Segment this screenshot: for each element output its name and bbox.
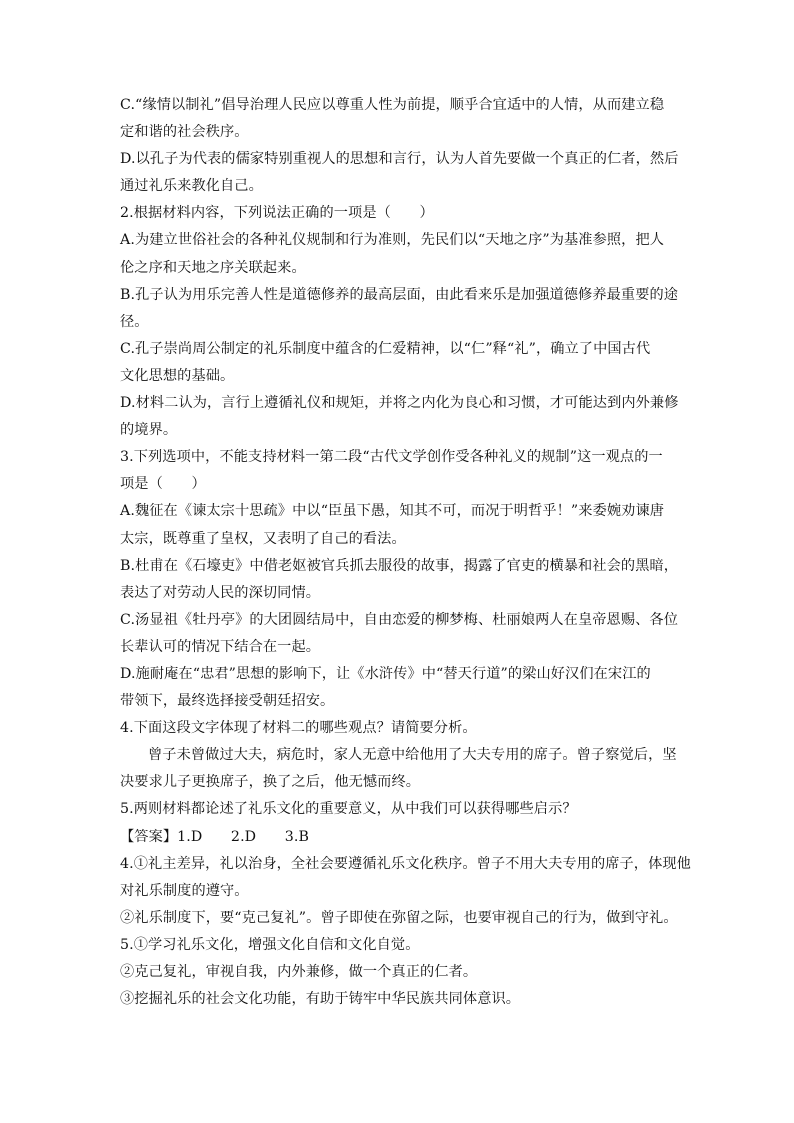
question-5: 5.两则材料都论述了礼乐文化的重要意义，从中我们可以获得哪些启示？ [120, 801, 577, 818]
q3-option-a-line-1: A.魏征在《谏太宗十思疏》中以“臣虽下愚，知其不可，而况于明哲乎！”来委婉劝谏唐 [120, 503, 665, 520]
option-c-line-2: 定和谐的社会秩序。 [120, 124, 249, 141]
question-3-line-2: 项是（ ） [120, 476, 206, 493]
option-d-line-1: D.以孔子为代表的儒家特别重视人的思想和言行，认为人首先要做一个真正的仁者，然后 [120, 151, 679, 168]
q2-option-d-line-1: D.材料二认为，言行上遵循礼仪和规矩，并将之内化为良心和习惯，才可能达到内外兼修 [120, 395, 679, 412]
q3-option-b-line-1: B.杜甫在《石壕吏》中借老妪被官兵抓去服役的故事，揭露了官吏的横暴和社会的黑暗， [120, 557, 679, 574]
q3-option-d-line-1: D.施耐庵在“忠君”思想的影响下，让《水浒传》中“替天行道”的梁山好汉们在宋江的 [120, 665, 651, 682]
q2-option-a-line-1: A.为建立世俗社会的各种礼仪规制和行为准则，先民们以“天地之序”为基准参照，把人 [120, 232, 665, 249]
q3-option-c-line-2: 长辈认可的情况下结合在一起。 [120, 638, 321, 655]
q3-option-b-line-2: 表达了对劳动人民的深切同情。 [120, 584, 321, 601]
answer-4-point-1-line-2: 对礼乐制度的遵守。 [120, 882, 249, 899]
q2-option-c-line-2: 文化思想的基础。 [120, 367, 235, 384]
q2-option-b-line-2: 径。 [120, 313, 149, 330]
q3-option-c-line-1: C.汤显祖《牡丹亭》的大团圆结局中，自由恋爱的柳梦梅、杜丽娘两人在皇帝恩赐、各位 [120, 611, 678, 628]
q2-option-c-line-1: C.孔子崇尚周公制定的礼乐制度中蕴含的仁爱精神，以“仁”释“礼”，确立了中国古代 [120, 340, 651, 357]
answer-4-point-2: ②礼乐制度下，要“克己复礼”。曾子即使在弥留之际，也要审视自己的行为，做到守礼。 [120, 909, 678, 926]
q4-passage-line-2: 决要求儿子更换席子，换了之后，他无憾而终。 [120, 774, 421, 791]
answer-4-point-1-line-1: 4.①礼主差异，礼以治身，全社会要遵循礼乐文化秩序。曾子不用大夫专用的席子，体现他 [120, 855, 691, 872]
q3-option-a-line-2: 太宗，既尊重了皇权，又表明了自己的看法。 [120, 530, 406, 547]
option-c-line-1: C.“缘情以制礼”倡导治理人民应以尊重人性为前提，顺乎合宜适中的人情，从而建立稳 [120, 97, 665, 113]
q2-option-a-line-2: 伦之序和天地之序关联起来。 [120, 259, 306, 276]
option-d-line-2: 通过礼乐来教化自己。 [120, 178, 263, 195]
q2-option-d-line-2: 的境界。 [120, 422, 178, 439]
question-3-line-1: 3.下列选项中，不能支持材料一第二段“古代文学创作受各种礼义的规制”这一观点的一 [120, 449, 663, 466]
answer-5-point-1: 5.①学习礼乐文化，增强文化自信和文化自觉。 [120, 936, 420, 953]
answer-5-point-3: ③挖掘礼乐的社会文化功能，有助于铸牢中华民族共同体意识。 [120, 991, 521, 1008]
answer-heading: 【答案】1.D 2.D 3.B [120, 828, 309, 845]
document-body [120, 92, 691, 1013]
q4-passage-line-1: 曾子未曾做过大夫，病危时，家人无意中给他用了大夫专用的席子。曾子察觉后，坚 [148, 747, 677, 764]
q2-option-b-line-1: B.孔子认为用乐完善人性是道德修养的最高层面，由此看来乐是加强道德修养最重要的途 [120, 286, 679, 303]
question-2: 2.根据材料内容，下列说法正确的一项是（ ） [120, 205, 434, 222]
answer-5-point-2: ②克己复礼，审视自我，内外兼修，做一个真正的仁者。 [120, 964, 478, 980]
question-4: 4.下面这段文字体现了材料二的哪些观点？请简要分析。 [120, 720, 477, 737]
q3-option-d-line-2: 带领下，最终选择接受朝廷招安。 [120, 693, 335, 710]
